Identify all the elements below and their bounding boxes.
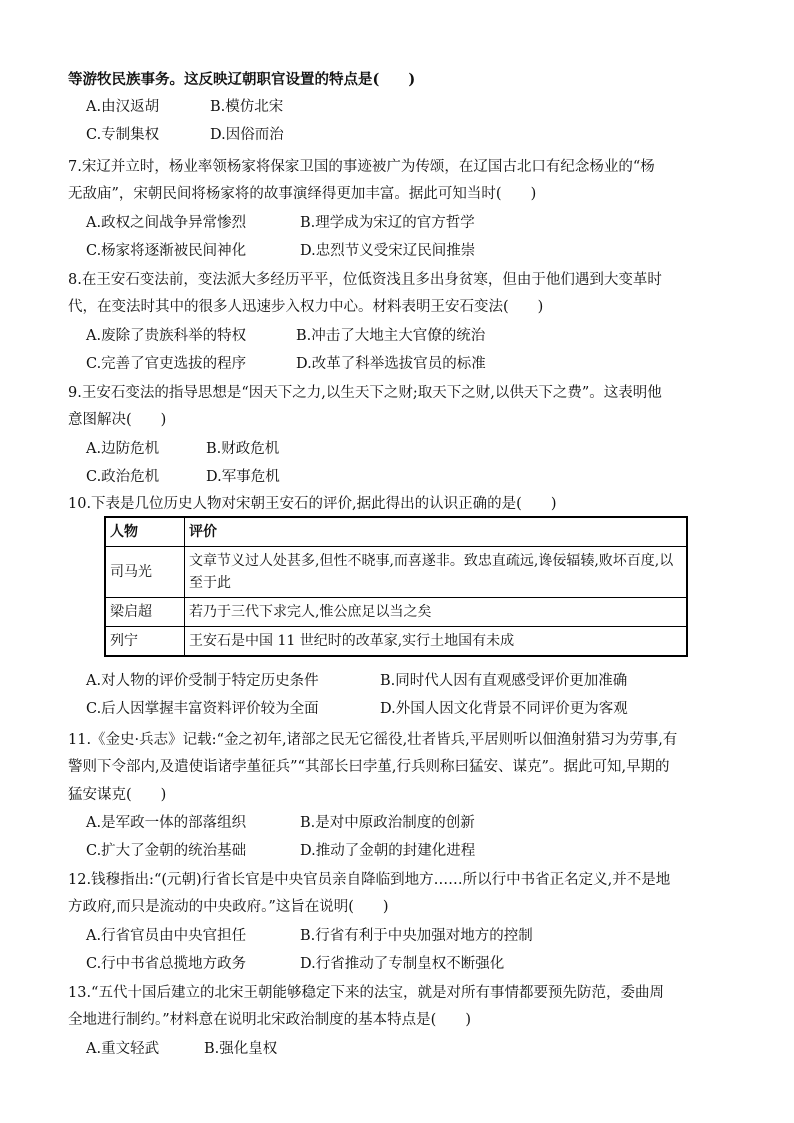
table-row: [105, 598, 687, 627]
table-cell-person: 梁启超: [105, 598, 185, 627]
q12-option-c: C.行中书省总揽地方政务: [86, 956, 247, 972]
q11-stem-line-1: 11.《金史·兵志》记载:“金之初年,诸部之民无它徭役,壮者皆兵,平居则听以佃渔射猎习为劳事,有: [68, 732, 678, 748]
q7-option-b: B.理学成为宋辽的官方哲学: [300, 215, 475, 231]
q12-stem-line-1: 12.钱穆指出:“(元朝)行省长官是中央官员亲自降临到地方……所以行中书省正名定义,并不是地: [68, 872, 671, 888]
q11-option-c: C.扩大了金朝的统治基础: [86, 843, 247, 859]
q9-option-b: B.财政危机: [206, 441, 280, 457]
q13-option-b: B.强化皇权: [204, 1041, 278, 1057]
q9-option-d: D.军事危机: [206, 469, 280, 485]
q9-option-c: C.政治危机: [86, 469, 160, 485]
table-cell-evaluation: 若乃于三代下求完人,惟公庶足以当之矣: [185, 598, 688, 627]
table-row: [105, 627, 687, 657]
evaluation-table: [104, 516, 688, 657]
q6-option-a: A.由汉返胡: [86, 99, 160, 115]
q11-stem-line-2: 警则下令部内,及遣使诣诸孛堇征兵”“其部长曰孛堇,行兵则称曰猛安、谋克”。据此可知,早期的: [68, 759, 670, 775]
q8-stem-line-1: 8.在王安石变法前，变法派大多经历平平，位低资浅且多出身贫寒，但由于他们遇到大变革时: [68, 272, 662, 288]
table-cell-person: 列宁: [105, 627, 185, 657]
q10-option-d: D.外国人因文化背景不同评价更为客观: [380, 701, 628, 717]
table-cell-person: 司马光: [105, 547, 185, 598]
q11-stem-line-3: 猛安谋克( ): [68, 787, 167, 803]
q7-option-c: C.杨家将逐渐被民间神化: [86, 243, 247, 259]
q9-option-a: A.边防危机: [86, 441, 160, 457]
table-row: [105, 547, 687, 598]
q8-option-a: A.废除了贵族科举的特权: [86, 328, 247, 344]
q6-option-b: B.模仿北宋: [210, 99, 284, 115]
q7-stem-line-2: 无敌庙”，宋朝民间将杨家将的故事演绎得更加丰富。据此可知当时( ): [68, 186, 537, 202]
q7-stem-line-1: 7.宋辽并立时，杨业率领杨家将保家卫国的事迹被广为传颂，在辽国古北口有纪念杨业的“杨: [68, 159, 655, 175]
q8-stem-line-2: 代，在变法时其中的很多人迅速步入权力中心。材料表明王安石变法( ): [68, 299, 544, 315]
q12-option-d: D.行省推动了专制皇权不断强化: [300, 956, 505, 972]
q12-option-a: A.行省官员由中央官担任: [86, 928, 247, 944]
table-header-person: 人物: [105, 517, 185, 547]
q8-option-b: B.冲击了大地主大官僚的统治: [296, 328, 486, 344]
q7-option-d: D.忠烈节义受宋辽民间推崇: [300, 243, 476, 259]
q11-option-a: A.是军政一体的部落组织: [86, 815, 247, 831]
q11-option-d: D.推动了金朝的封建化进程: [300, 843, 476, 859]
q10-option-c: C.后人因掌握丰富资料评价较为全面: [86, 701, 319, 717]
q12-stem-line-2: 方政府,而只是流动的中央政府。”这旨在说明( ): [68, 899, 389, 915]
q13-option-a: A.重文轻武: [86, 1041, 160, 1057]
q6-stem-continuation: 等游牧民族事务。这反映辽朝职官设置的特点是( ): [68, 71, 416, 88]
q10-option-a: A.对人物的评价受制于特定历史条件: [86, 673, 319, 689]
q6-option-c: C.专制集权: [86, 127, 160, 143]
q12-option-b: B.行省有利于中央加强对地方的控制: [300, 928, 533, 944]
table-header-evaluation: 评价: [185, 517, 688, 547]
table-cell-evaluation: 文章节义过人处甚多,但性不晓事,而喜遂非。致忠直疏远,谗佞辐辏,败坏百度,以至于此: [185, 547, 688, 598]
q9-stem-line-2: 意图解决( ): [68, 412, 167, 428]
q13-stem-line-2: 全地进行制约。”材料意在说明北宋政治制度的基本特点是( ): [68, 1012, 471, 1028]
q8-option-c: C.完善了官吏选拔的程序: [86, 356, 247, 372]
q8-option-d: D.改革了科举选拔官员的标准: [296, 356, 486, 372]
q7-option-a: A.政权之间战争异常惨烈: [86, 215, 247, 231]
q6-option-d: D.因俗而治: [210, 127, 284, 143]
q10-stem: 10.下表是几位历史人物对宋朝王安石的评价,据此得出的认识正确的是( ): [68, 496, 557, 512]
q13-stem-line-1: 13.“五代十国后建立的北宋王朝能够稳定下来的法宝，就是对所有事情都要预先防范，委曲周: [68, 985, 664, 1001]
table-cell-evaluation: 王安石是中国 11 世纪时的改革家,实行土地国有未成: [185, 627, 688, 657]
q10-option-b: B.同时代人因有直观感受评价更加准确: [380, 673, 628, 689]
q11-option-b: B.是对中原政治制度的创新: [300, 815, 475, 831]
table-header-row: [105, 517, 687, 547]
q9-stem-line-1: 9.王安石变法的指导思想是“因天下之力,以生天下之财;取天下之财,以供天下之费”。这表明他: [68, 385, 662, 401]
